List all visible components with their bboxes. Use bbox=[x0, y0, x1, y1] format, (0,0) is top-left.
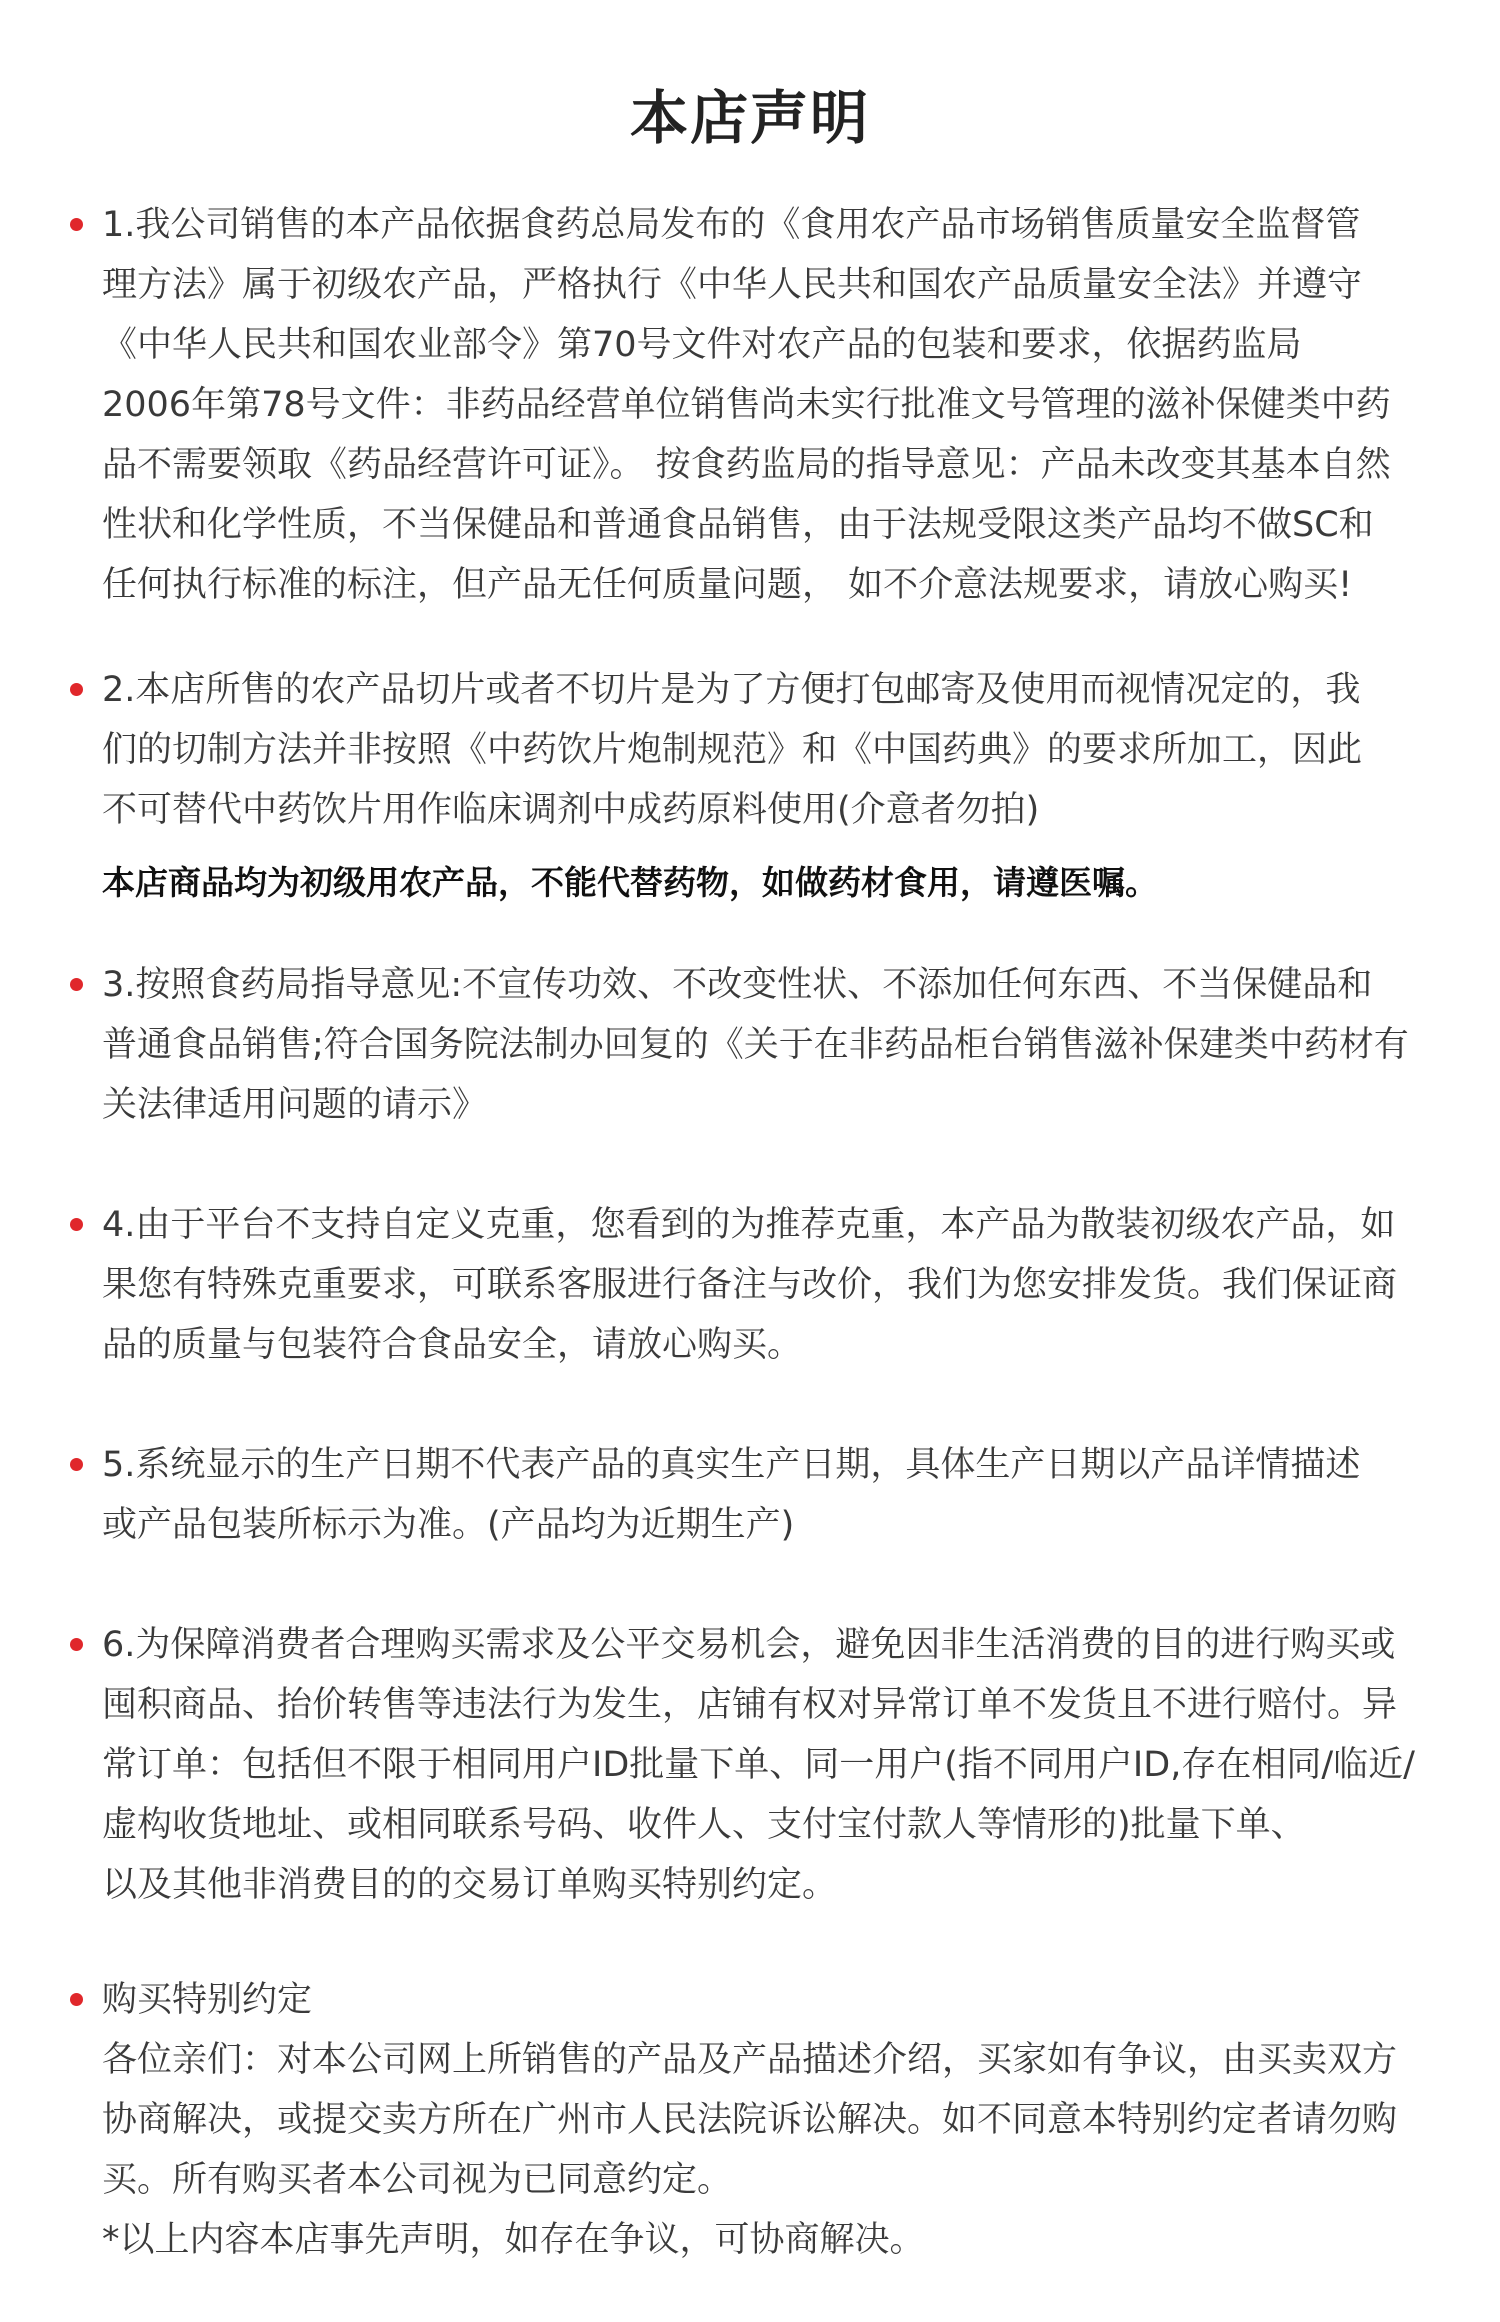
statement-line: 购买特别约定 bbox=[102, 1980, 313, 2020]
statement-line: 4.由于平台不支持自定义克重，您看到的为推荐克重，本产品为散装初级农产品，如 bbox=[102, 1205, 1396, 1245]
bullet-dot bbox=[70, 1458, 83, 1471]
bullet-dot bbox=[70, 218, 83, 231]
statement-line: 囤积商品、抬价转售等违法行为发生，店铺有权对异常订单不发货且不进行赔付。异 bbox=[102, 1685, 1398, 1725]
statement-line: 果您有特殊克重要求，可联系客服进行备注与改价，我们为您安排发货。我们保证商 bbox=[102, 1265, 1398, 1305]
bullet-dot bbox=[70, 1638, 83, 1651]
statement-line: 《中华人民共和国农业部令》第70号文件对农产品的包装和要求，依据药监局 bbox=[102, 325, 1302, 365]
statement-line: 1.我公司销售的本产品依据食药总局发布的《食用农产品市场销售质量安全监督管 bbox=[102, 205, 1361, 245]
statement-line: 普通食品销售;符合国务院法制办回复的《关于在非药品柜台销售滋补保建类中药材有 bbox=[102, 1025, 1409, 1065]
statement-line: 不可替代中药饮片用作临床调剂中成药原料使用(介意者勿拍) bbox=[102, 790, 1040, 830]
bullet-dot bbox=[70, 1993, 83, 2006]
statement-line: 3.按照食药局指导意见:不宣传功效、不改变性状、不添加任何东西、不当保健品和 bbox=[102, 965, 1373, 1005]
statement-line: 虚构收货地址、或相同联系号码、收件人、支付宝付款人等情形的)批量下单、 bbox=[102, 1805, 1306, 1845]
bullet-dot bbox=[70, 978, 83, 991]
statement-line: 理方法》属于初级农产品，严格执行《中华人民共和国农产品质量安全法》并遵守 bbox=[102, 265, 1363, 305]
statement-line: *以上内容本店事先声明，如存在争议，可协商解决。 bbox=[102, 2220, 925, 2260]
page-title: 本店声明 bbox=[629, 84, 870, 152]
bullet-dot bbox=[70, 1218, 83, 1231]
statement-line: 协商解决，或提交卖方所在广州市人民法院诉讼解决。如不同意本特别约定者请勿购 bbox=[102, 2100, 1398, 2140]
statement-line: 任何执行标准的标注，但产品无任何质量问题， 如不介意法规要求，请放心购买! bbox=[102, 565, 1353, 605]
statement-line: 各位亲们：对本公司网上所销售的产品及产品描述介绍，买家如有争议，由买卖双方 bbox=[102, 2040, 1398, 2080]
statement-line: 品不需要领取《药品经营许可证》。 按食药监局的指导意见：产品未改变其基本自然 bbox=[102, 445, 1391, 485]
statement-line: 6.为保障消费者合理购买需求及公平交易机会，避免因非生活消费的目的进行购买或 bbox=[102, 1625, 1396, 1665]
statement-line: 买。所有购买者本公司视为已同意约定。 bbox=[102, 2160, 733, 2200]
bullet-dot bbox=[70, 683, 83, 696]
statement-line: 以及其他非消费目的的交易订单购买特别约定。 bbox=[102, 1865, 838, 1905]
emphasis-line: 本店商品均为初级用农产品，不能代替药物，如做药材食用，请遵医嘱。 bbox=[102, 863, 1158, 902]
statement-line: 们的切制方法并非按照《中药饮片炮制规范》和《中国药典》的要求所加工，因此 bbox=[102, 730, 1363, 770]
statement-line: 2006年第78号文件：非药品经营单位销售尚未实行批准文号管理的滋补保健类中药 bbox=[102, 385, 1391, 425]
statement-line: 或产品包装所标示为准。(产品均为近期生产) bbox=[102, 1505, 795, 1545]
statement-line: 关法律适用问题的请示》 bbox=[102, 1085, 488, 1125]
statement-line: 常订单：包括但不限于相同用户ID批量下单、同一用户(指不同用户ID,存在相同/临近/ bbox=[102, 1745, 1415, 1785]
statement-line: 性状和化学性质，不当保健品和普通食品销售，由于法规受限这类产品均不做SC和 bbox=[102, 505, 1374, 545]
statement-line: 5.系统显示的生产日期不代表产品的真实生产日期，具体生产日期以产品详情描述 bbox=[102, 1445, 1361, 1485]
statement-line: 2.本店所售的农产品切片或者不切片是为了方便打包邮寄及使用而视情况定的，我 bbox=[102, 670, 1361, 710]
statement-line: 品的质量与包装符合食品安全，请放心购买。 bbox=[102, 1325, 803, 1365]
